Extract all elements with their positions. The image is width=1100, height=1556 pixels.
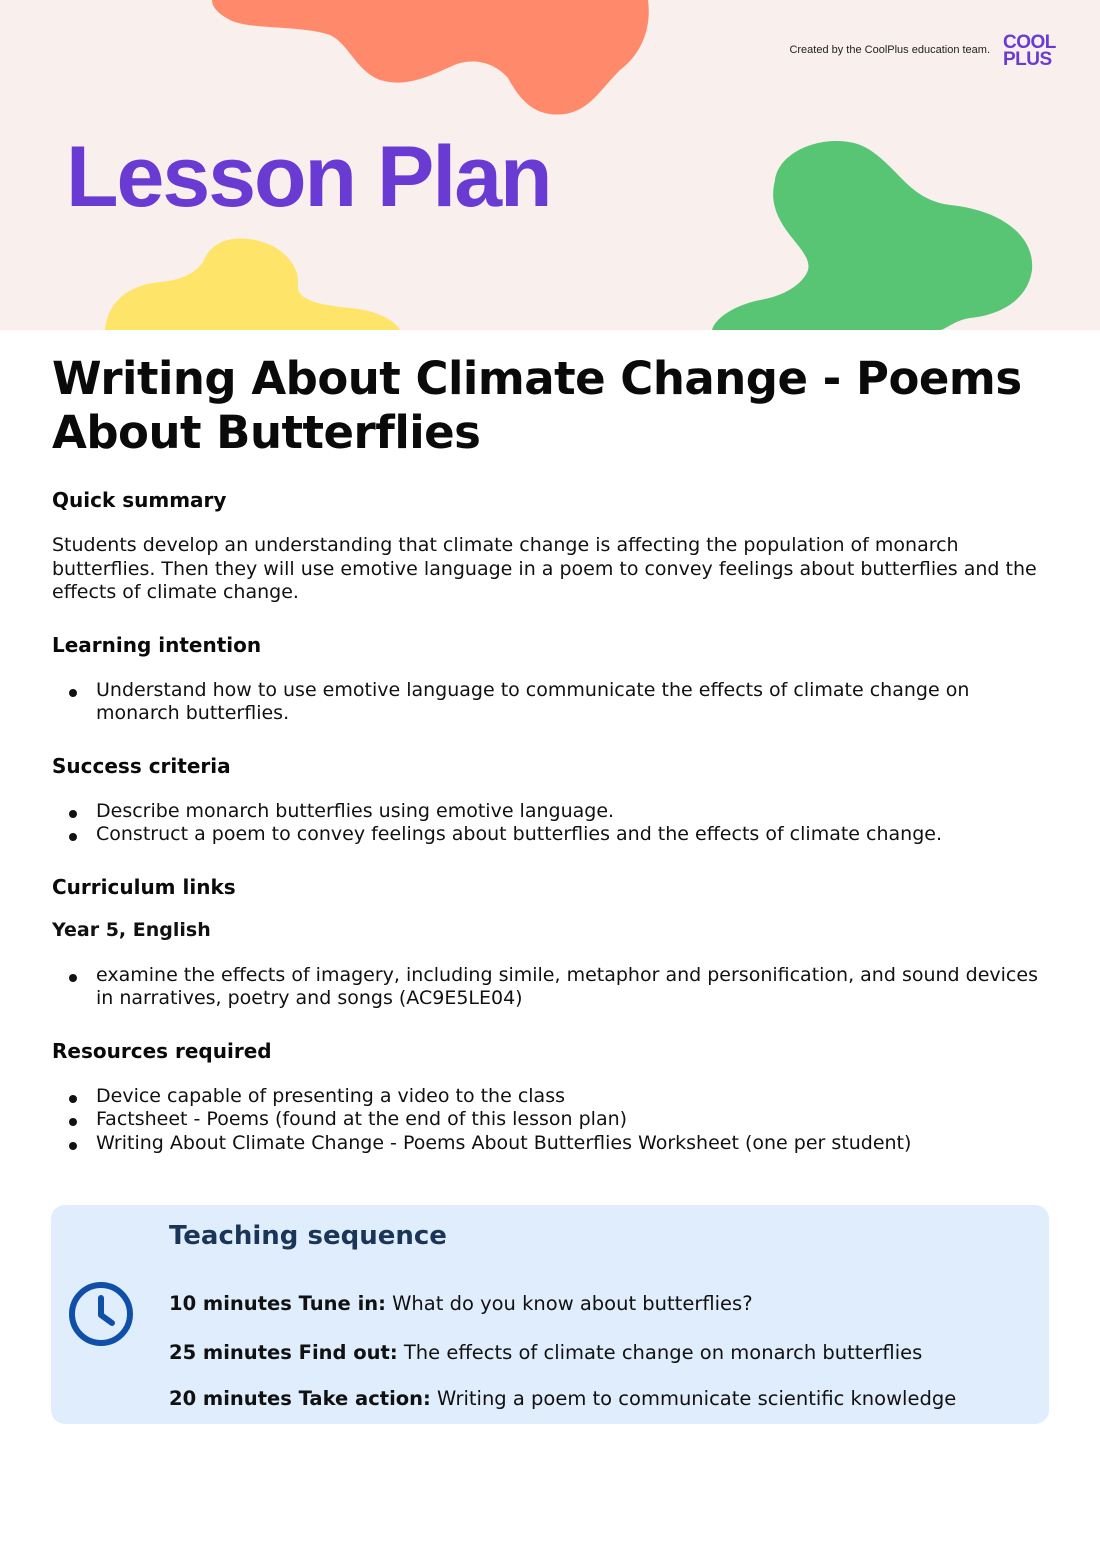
learning-intention-section [52, 633, 1052, 726]
teaching-step-text: Writing a poem to communicate scientific knowledge [437, 1387, 957, 1410]
list-item: Describe monarch butterflies using emotive language. [52, 800, 1052, 824]
list-item: Understand how to use emotive language to communicate the effects of climate change on monarch butterflies. [52, 679, 1052, 726]
teaching-step [169, 1292, 753, 1315]
teaching-sequence-heading: Teaching sequence [169, 1221, 447, 1251]
curriculum-links-section [52, 875, 1052, 1011]
quick-summary-heading: Quick summary [52, 488, 227, 512]
resources-required-section [52, 1039, 1052, 1156]
list-item: Factsheet - Poems (found at the end of this lesson plan) [52, 1108, 1052, 1132]
credit-text: Created by the CoolPlus education team. [789, 44, 990, 56]
curriculum-year-subheading: Year 5, English [52, 918, 211, 941]
lesson-plan-title: Lesson Plan [66, 129, 551, 225]
resources-required-heading: Resources required [52, 1038, 272, 1063]
document-title: Writing About Climate Change - Poems About Butterflies [52, 352, 1022, 459]
quick-summary-section [52, 488, 1052, 605]
success-criteria-heading: Success criteria [52, 753, 231, 778]
green-blob [712, 141, 1032, 330]
teaching-step [169, 1341, 922, 1364]
curriculum-links-heading: Curriculum links [52, 874, 236, 899]
lesson-content [52, 352, 1052, 1155]
teaching-step-text: The effects of climate change on monarch butterflies [403, 1341, 923, 1364]
coolplus-logo [1003, 34, 1069, 68]
success-criteria-list [52, 800, 1052, 847]
teaching-sequence-box [51, 1205, 1049, 1424]
resources-required-list [52, 1085, 1052, 1156]
learning-intention-heading: Learning intention [52, 632, 262, 657]
list-item: Device capable of presenting a video to the class [52, 1085, 1052, 1109]
clock-icon [67, 1280, 135, 1348]
list-item: Writing About Climate Change - Poems About Butterflies Worksheet (one per student) [52, 1132, 1052, 1156]
list-item: examine the effects of imagery, including simile, metaphor and personification, and sound devices in narratives, poetry and songs (AC9E5LE04) [52, 964, 1052, 1011]
list-item: Construct a poem to convey feelings about butterflies and the effects of climate change. [52, 823, 1052, 847]
teaching-step-text: What do you know about butterflies? [392, 1292, 753, 1315]
teaching-step-label: 20 minutes Take action: [169, 1387, 431, 1410]
logo-line-cool: COOL [1003, 32, 1056, 53]
header-banner [0, 0, 1100, 330]
curriculum-links-list [52, 964, 1052, 1011]
learning-intention-list [52, 679, 1052, 726]
coral-blob [212, 0, 649, 115]
teaching-step [169, 1387, 956, 1410]
yellow-blob [105, 239, 400, 330]
quick-summary-text: Students develop an understanding that climate change is affecting the population of monarch butterflies. Then they will use emotive language in a poem to convey feelings about butterflies and the effects of climate change. [52, 534, 1037, 603]
teaching-step-label: 25 minutes Find out: [169, 1341, 398, 1364]
logo-line-plus: PLUS [1003, 49, 1052, 70]
success-criteria-section [52, 754, 1052, 847]
teaching-step-label: 10 minutes Tune in: [169, 1292, 386, 1315]
